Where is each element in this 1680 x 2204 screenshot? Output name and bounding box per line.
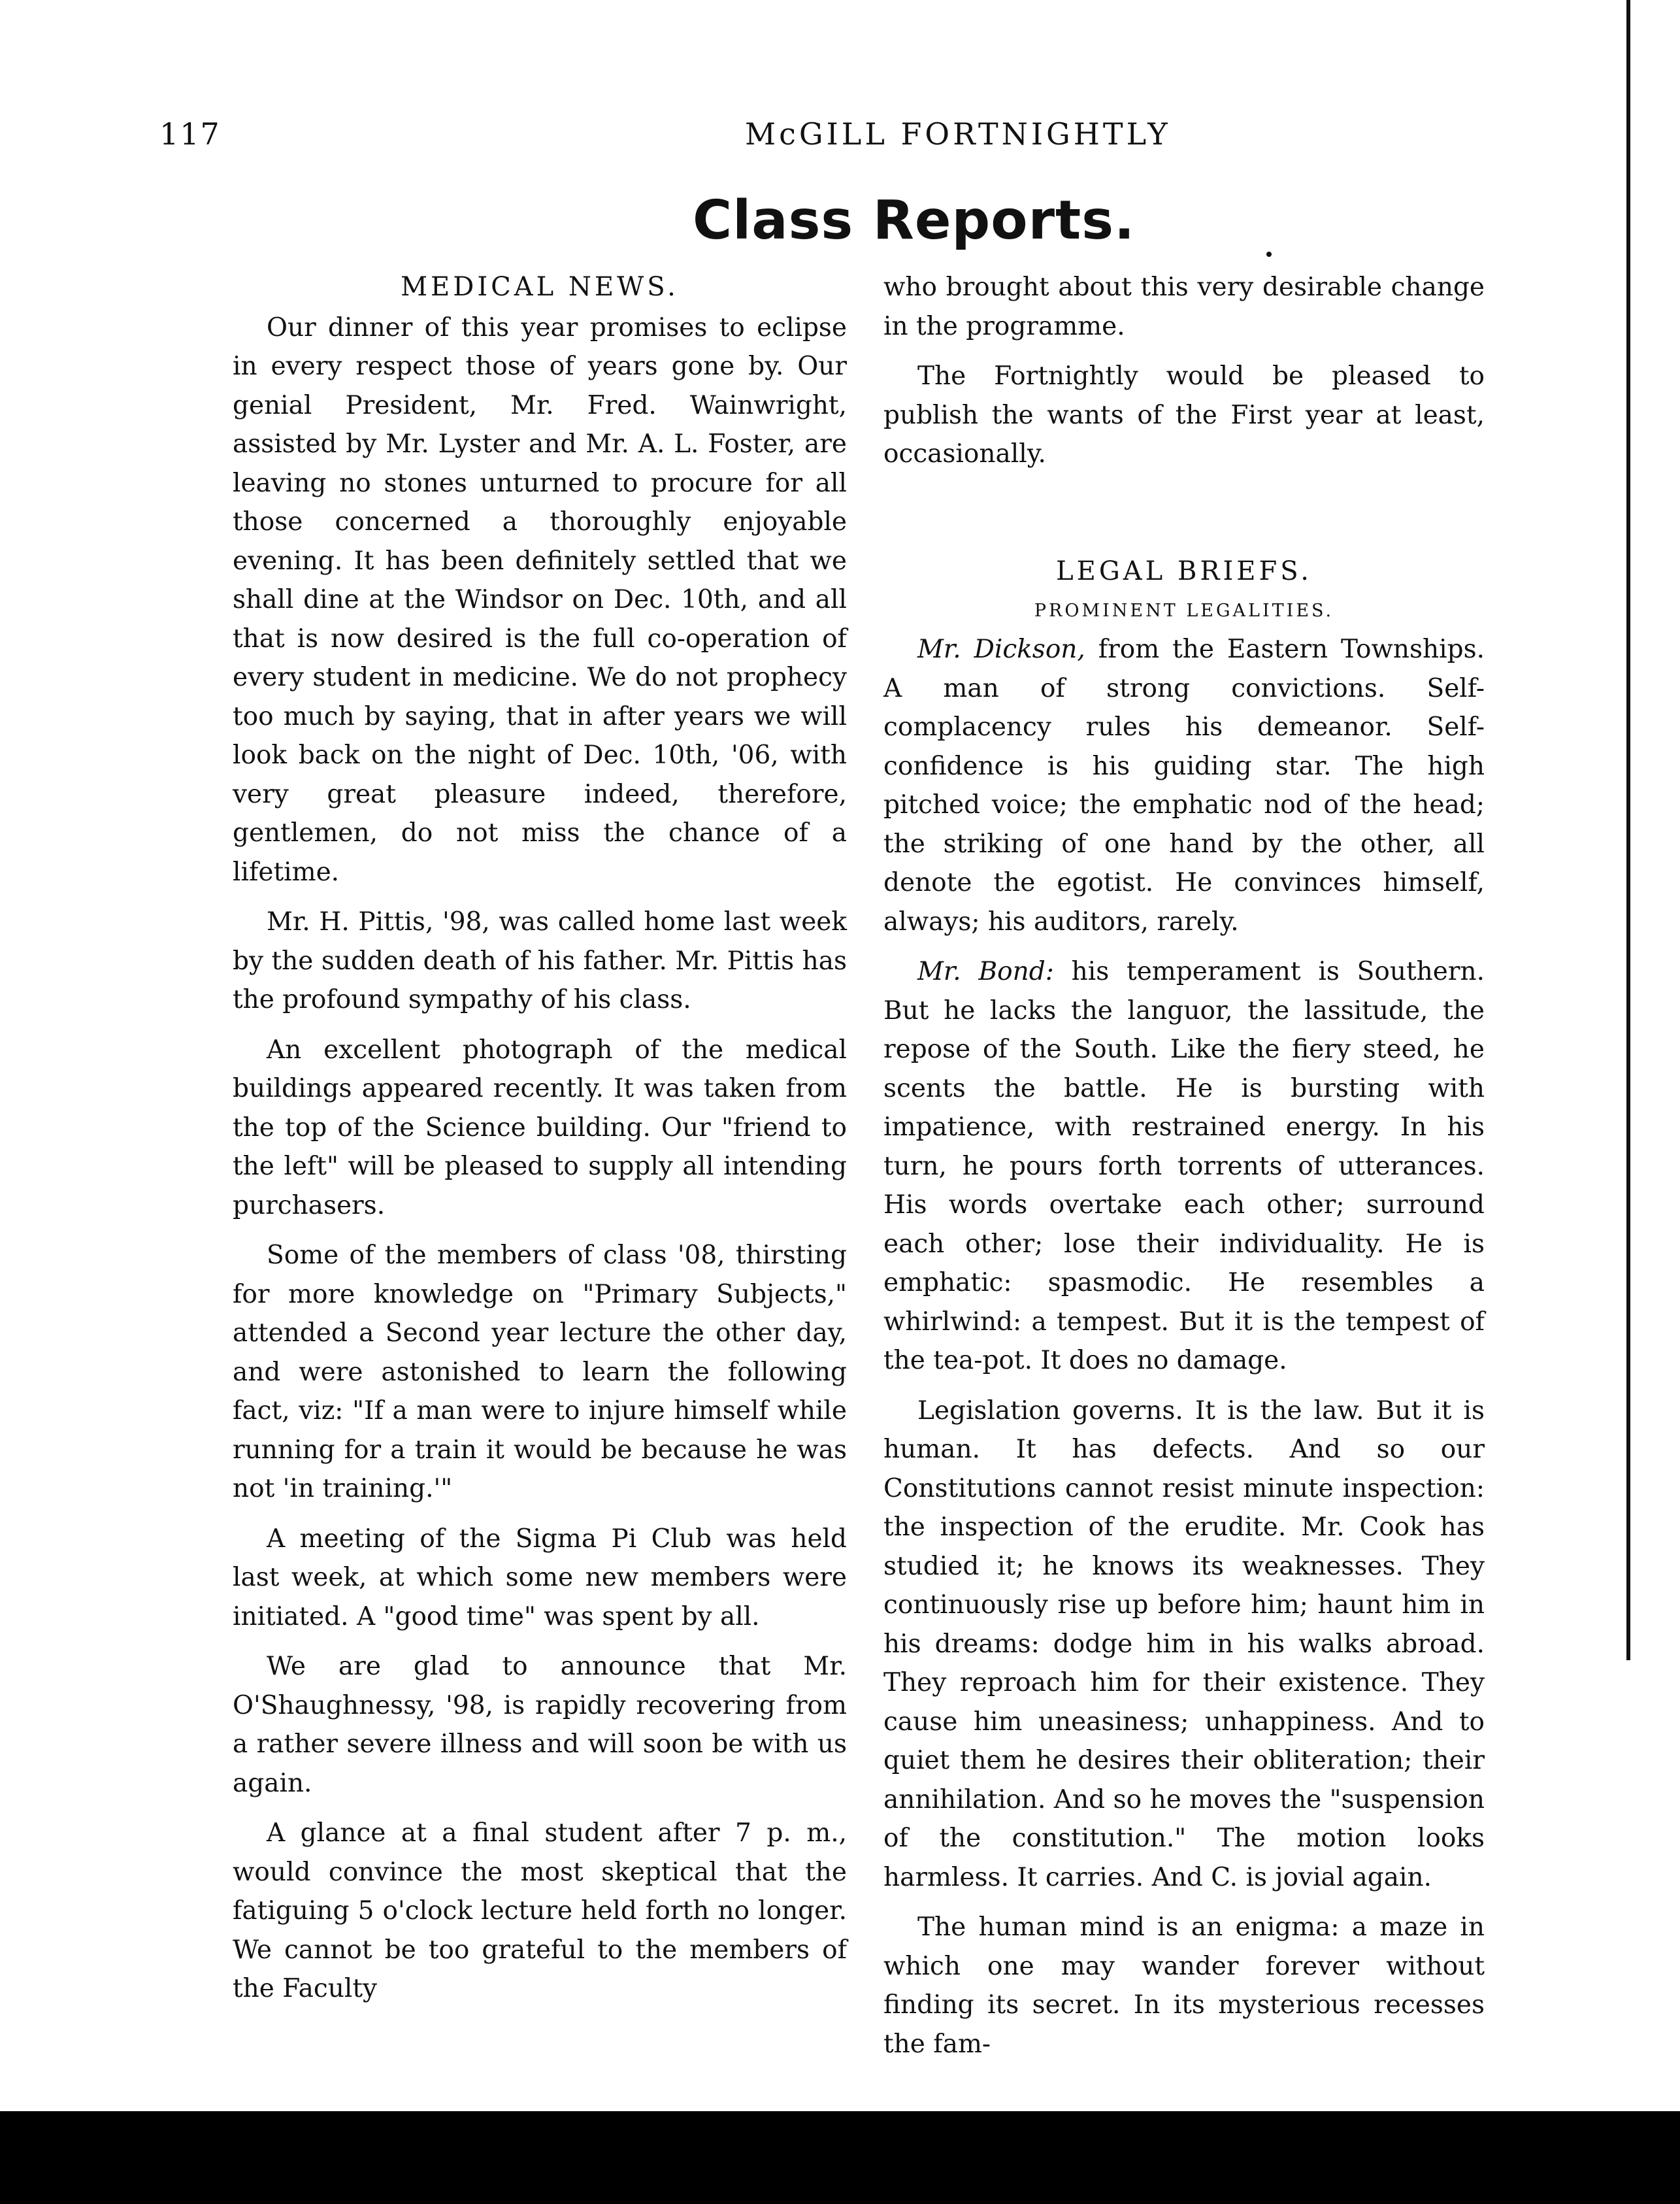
medical-news-heading: MEDICAL NEWS. [401, 272, 679, 302]
legislation-paragraph: Legislation governs. It is the law. But it is human. It has defects. And so our Constitutions cannot resist minute inspection: the inspection of the erudite. Mr. Cook has studied it; he knows its weaknesses. They continuously rise up before him; haunt him in his dreams: dodge him in his walks abroad. They reproach him for their existence. They cause him uneasiness; unhappiness. And to quiet them he desires their obliteration; their annihilation. And so he moves the "suspension of the constitution." The motion looks harmless. It carries. And C. is jovial again. [883, 1395, 1485, 1892]
paragraph: Mr. H. Pittis, '98, was called home last week by the sudden death of his father. Mr. Pittis has the profound sympathy of his class. [233, 907, 847, 1014]
paragraph: A meeting of the Sigma Pi Club was held last week, at which some new members were initiated. A "good time" was spent by all. [233, 1524, 847, 1631]
fortnightly-note: The Fortnightly would be pleased to publish the wants of the First year at least, occasionally. [883, 361, 1485, 469]
running-head: McGILL FORTNIGHTLY [745, 116, 1171, 152]
prominent-legalities-subheading: PROMINENT LEGALITIES. [1034, 601, 1334, 621]
right-edge-rule [1626, 0, 1630, 1660]
bond-text: his temperament is Southern. But he lacks the languor, the lassitude, the repose of the South. Like the fiery steed, he scents the battle. He is bursting with impatience, with restrained energy. In his turn, he pours forth torrents of utterances. His words overtake each other; surround each other; lose their individuality. He is emphatic: spasmodic. He resembles a whirlwind: a tempest. But it is the tempest of the tea-pot. It does no damage. [883, 957, 1485, 1375]
paragraph: We are glad to announce that Mr. O'Shaughnessy, '98, is rapidly recovering from a rather severe illness and will soon be with us again. [233, 1652, 847, 1798]
page-number: 117 [159, 116, 221, 152]
bond-paragraph [883, 952, 1485, 1380]
dickson-name: Mr. Dickson, [917, 635, 1085, 664]
legal-briefs-heading: LEGAL BRIEFS. [1056, 556, 1312, 586]
paragraph: A glance at a final student after 7 p. m., would convince the most skeptical that the fatiguing 5 o'clock lecture held forth no longer. We cannot be too grateful to the members of the Faculty [233, 1818, 847, 2003]
right-column [883, 268, 1485, 2075]
section-title: Class Reports. [693, 190, 1136, 252]
dickson-text: from the Eastern Townships. A man of strong convictions. Self-complacency rules his demeanor. Self-confidence is his guiding star. The high pitched voice; the emphatic nod of the head; the striking of one hand by the other, all denote the egotist. He convinces himself, always; his auditors, rarely. [883, 635, 1485, 937]
paragraph: Some of the members of class '08, thirsting for more knowledge on "Primary Subjects," attended a Second year lecture the other day, and were astonished to learn the following fact, viz: "If a man were to injure himself while running for a train it would be because he was not 'in training.'" [233, 1241, 847, 1503]
left-column [233, 268, 847, 2020]
bond-name: Mr. Bond: [917, 957, 1054, 986]
paragraph: An excellent photograph of the medical buildings appeared recently. It was taken from the top of the Science building. Our "friend to the left" will be pleased to supply all intending purchasers. [233, 1035, 847, 1220]
continuation-paragraph: who brought about this very desirable change in the programme. [883, 273, 1485, 341]
dickson-paragraph [883, 630, 1485, 941]
paragraph: Our dinner of this year promises to eclipse in every respect those of years gone by. Our genial President, Mr. Fred. Wainwright, assisted by Mr. Lyster and Mr. A. L. Foster, are leaving no stones unturned to procure for all those concerned a thoroughly enjoyable evening. It has been definitely settled that we shall dine at the Windsor on Dec. 10th, and all that is now desired is the full co-operation of every student in medicine. We do not prophecy too much by saying, that in after years we will look back on the night of Dec. 10th, '06, with very great pleasure indeed, therefore, gentlemen, do not miss the chance of a lifetime. [233, 312, 847, 887]
human-mind-paragraph: The human mind is an enigma: a maze in which one may wander forever without finding its secret. In its mysterious recesses the fam- [883, 1912, 1485, 2059]
bottom-scan-bar [0, 2111, 1680, 2204]
stray-dot [1266, 252, 1272, 257]
